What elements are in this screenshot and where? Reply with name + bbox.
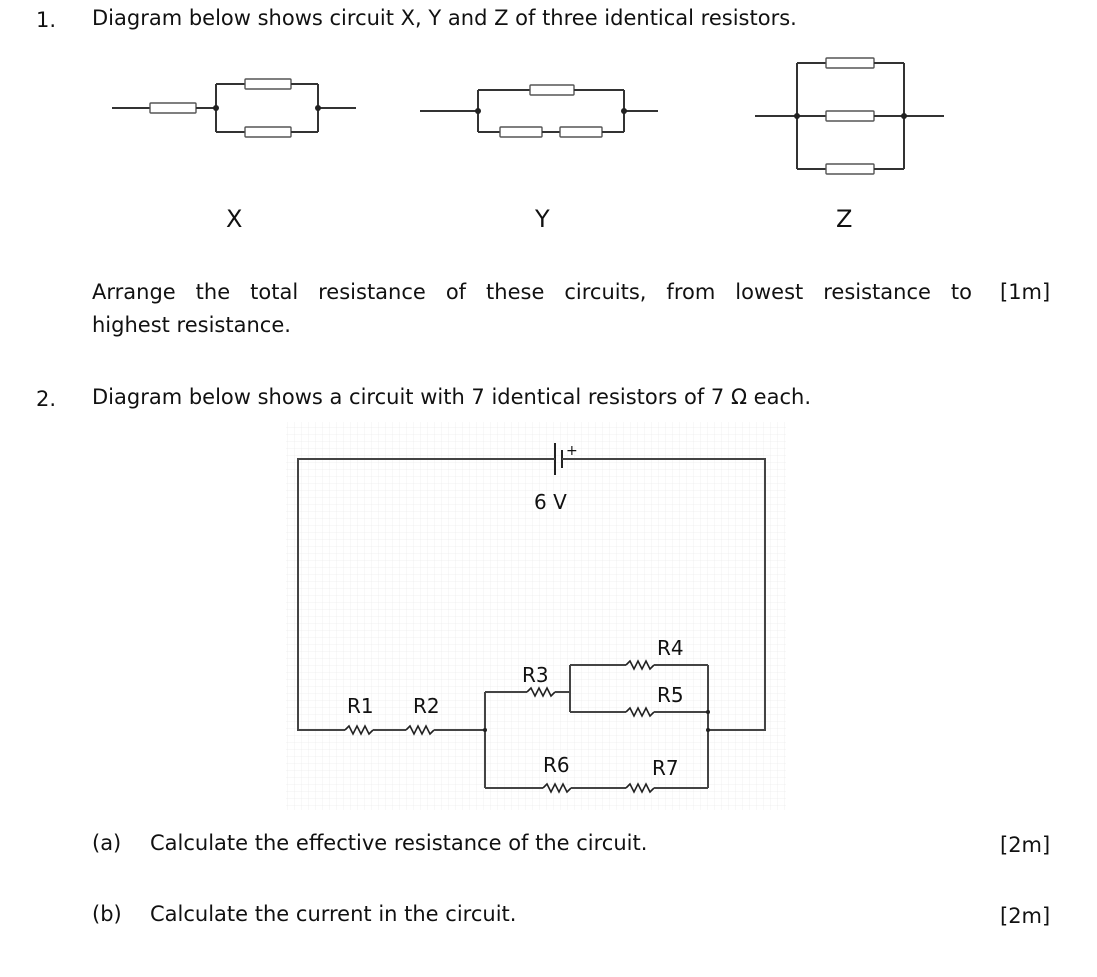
resistor-label-r4: R4 <box>657 636 684 660</box>
circuit-z-label: Z <box>836 205 853 233</box>
question-1-prompt-line-2: highest resistance. <box>92 313 291 337</box>
resistor-label-r3: R3 <box>522 663 549 687</box>
battery-plus-sign: + <box>566 443 578 459</box>
question-2-text: Diagram below shows a circuit with 7 identical resistors of 7 Ω each. <box>92 385 811 409</box>
part-b-text: Calculate the current in the circuit. <box>150 902 517 926</box>
question-1-prompt-line-1: Arrange the total resistance of these circuits, from lowest resistance to <box>92 280 972 304</box>
resistor-label-r2: R2 <box>413 694 440 718</box>
battery-voltage-label: 6 V <box>534 490 567 514</box>
question-1-number: 1. <box>36 8 57 32</box>
question-1-text: Diagram below shows circuit X, Y and Z of three identical resistors. <box>92 6 797 30</box>
part-b-label: (b) <box>92 902 122 926</box>
circuit-x-label: X <box>226 205 243 233</box>
part-a-text: Calculate the effective resistance of the circuit. <box>150 831 648 855</box>
part-b-marks: [2m] <box>1000 904 1051 928</box>
resistor-label-r6: R6 <box>543 753 570 777</box>
part-a-label: (a) <box>92 831 122 855</box>
resistor-label-r5: R5 <box>657 683 684 707</box>
question-1-marks: [1m] <box>1000 280 1051 304</box>
resistor-label-r1: R1 <box>347 694 374 718</box>
question-2-number: 2. <box>36 387 57 411</box>
resistor-label-r7: R7 <box>652 756 679 780</box>
circuit-y-label: Y <box>535 205 550 233</box>
part-a-marks: [2m] <box>1000 833 1051 857</box>
grid-background <box>286 422 786 810</box>
